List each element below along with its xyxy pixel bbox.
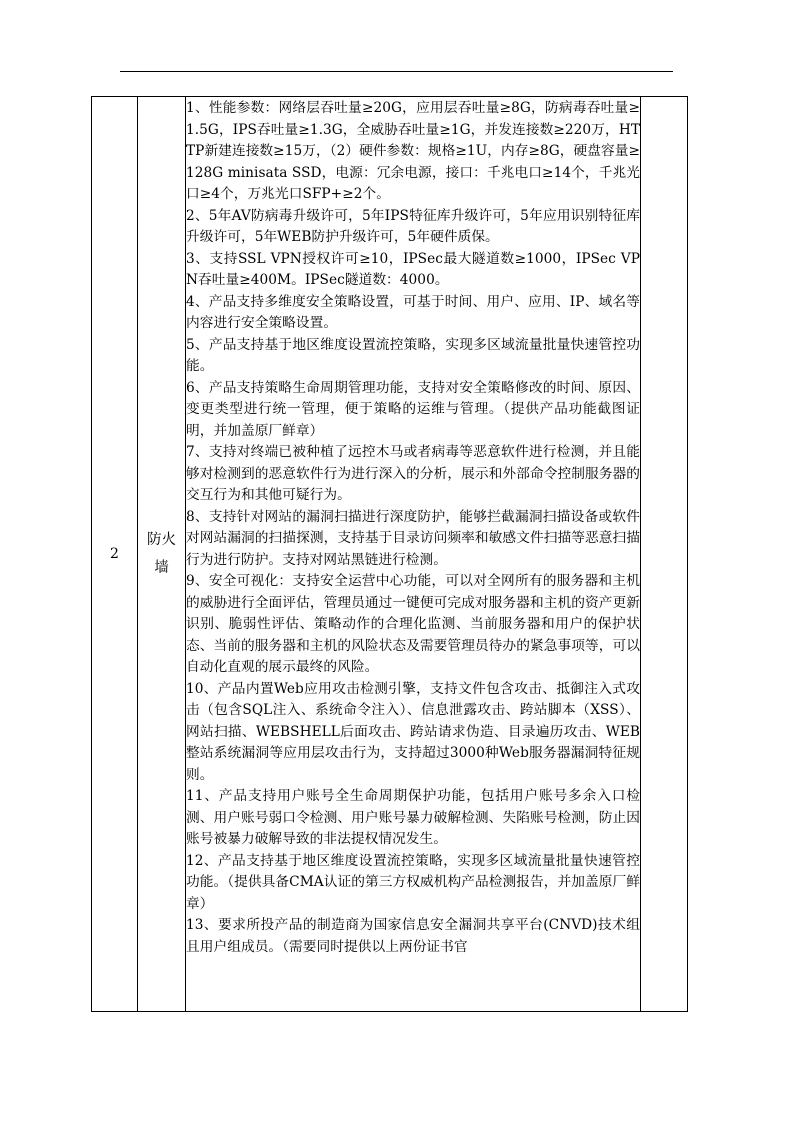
- requirement-item: 1、性能参数：网络层吞吐量≥20G，应用层吞吐量≥8G，防病毒吞吐量≥1.5G，IPS吞吐量≥1.3G，全威胁吞吐量≥1G，并发连接数≥220万，HTTP新建连接数≥15万，（2）硬件参数：规格≥1U，内存≥8G，硬盘容量≥128G minisata SSD，电源：冗余电源，接口：千兆电口≥14个，千兆光口≥4个，万兆光口SFP+≥2个。: [186, 100, 640, 202]
- page-header-rule: [120, 71, 673, 72]
- product-name-line-2: 墙: [154, 560, 169, 576]
- requirement-item: 6、产品支持策略生命周期管理功能，支持对安全策略修改的时间、原因、变更类型进行统一管理，便于策略的运维与管理。（提供产品功能截图证明，并加盖原厂鲜章）: [186, 379, 640, 439]
- requirement-item: 4、产品支持多维度安全策略设置，可基于时间、用户、应用、IP、域名等内容进行安全策略设置。: [186, 293, 640, 331]
- table-row: [92, 97, 688, 1012]
- requirement-item: 13、要求所投产品的制造商为国家信息安全漏洞共享平台(CNVD)技术组且用户组成员。（需要同时提供以上两份证书官: [186, 917, 640, 955]
- requirements-list: [186, 98, 640, 1010]
- remarks-cell: [641, 97, 688, 1012]
- product-name: [138, 97, 186, 1012]
- requirement-item: 12、产品支持基于地区维度设置流控策略，实现多区域流量批量快速管控功能。（提供具备CMA认证的第三方权威机构产品检测报告，并加盖原厂鲜章）: [186, 852, 640, 912]
- product-name-line-1: 防火: [147, 532, 176, 548]
- requirement-item: 3、支持SSL VPN授权许可≥10，IPSec最大隧道数≥1000，IPSec VPN吞吐量≥400M。IPSec隧道数：4000。: [186, 250, 640, 288]
- requirement-item: 11、产品支持用户账号全生命周期保护功能，包括用户账号多余入口检测、用户账号弱口令检测、用户账号暴力破解检测、失陷账号检测，防止因账号被暴力破解导致的非法提权情况发生。: [186, 788, 640, 847]
- requirements-cell: [186, 97, 641, 1012]
- spec-table: [91, 96, 688, 1012]
- requirement-item: 7、支持对终端已被种植了远控木马或者病毒等恶意软件进行检测，并且能够对检测到的恶意软件行为进行深入的分析，展示和外部命令控制服务器的交互行为和其他可疑行为。: [186, 444, 640, 503]
- requirement-item: 8、支持针对网站的漏洞扫描进行深度防护，能够拦截漏洞扫描设备或软件对网站漏洞的扫描探测，支持基于目录访问频率和敏感文件扫描等恶意扫描行为进行防护。支持对网站黑链进行检测。: [186, 508, 640, 568]
- row-number: 2: [92, 97, 138, 1012]
- requirement-item: 10、产品内置Web应用攻击检测引擎，支持文件包含攻击、抵御注入式攻击（包含SQL注入、系统命令注入）、信息泄露攻击、跨站脚本（XSS）、网站扫描、WEBSHELL后面攻击、跨站请求伪造、目录遍历攻击、WEB整站系统漏洞等应用层攻击行为，支持超过3000种Web服务器漏洞特征规则。: [186, 680, 640, 783]
- requirement-item: 2、5年AV防病毒升级许可，5年IPS特征库升级许可，5年应用识别特征库升级许可，5年WEB防护升级许可，5年硬件质保。: [186, 207, 640, 245]
- requirement-item: 9、安全可视化：支持安全运营中心功能，可以对全网所有的服务器和主机的威胁进行全面评估，管理员通过一键便可完成对服务器和主机的资产更新识别、脆弱性评估、策略动作的合理化监测、当前服务器和用户的保护状态、当前的服务器和主机的风险状态及需要管理员待办的紧急事项等，可以自动化直观的展示最终的风险。: [186, 573, 640, 675]
- requirement-item: 5、产品支持基于地区维度设置流控策略，实现多区域流量批量快速管控功能。: [186, 336, 640, 374]
